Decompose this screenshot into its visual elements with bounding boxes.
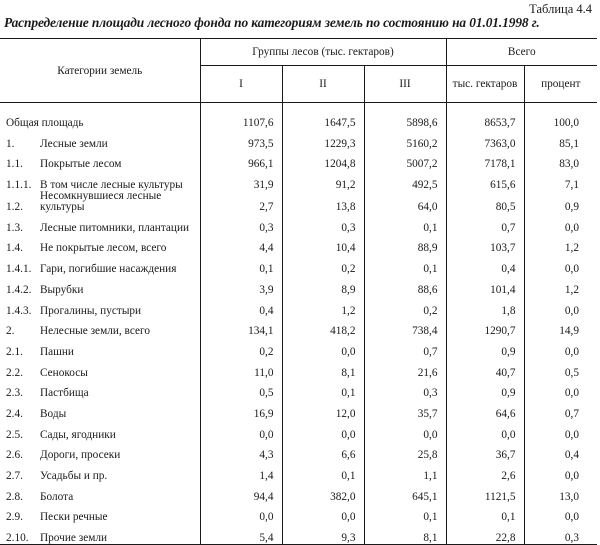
total-value: 0,4 — [446, 254, 524, 275]
category-cell — [0, 441, 200, 462]
group-ii-value: 0,1 — [282, 379, 364, 400]
total-value: 36,7 — [446, 441, 524, 462]
total-value: 7178,1 — [446, 150, 524, 171]
category-code: 1.1.1. — [6, 179, 32, 192]
category-label: В том числе лесные культуры — [40, 179, 183, 192]
category-label: Несомкнувшиеся лесные культуры — [40, 190, 162, 214]
table-row — [0, 461, 597, 482]
group-i-value: 16,9 — [200, 399, 282, 420]
total-value: 2,6 — [446, 461, 524, 482]
group-i-value: 0,3 — [200, 213, 282, 234]
total-value: 0,1 — [446, 503, 524, 524]
category-label: Сады, ягодники — [40, 428, 116, 441]
group-i-value: 0,0 — [200, 503, 282, 524]
group-iii-value: 738,4 — [364, 317, 446, 338]
group-iii-value: 0,1 — [364, 213, 446, 234]
category-code: 1.4.1. — [6, 263, 32, 276]
category-label: Дороги, просеки — [40, 449, 121, 462]
total-value: 22,8 — [446, 523, 524, 544]
total-value: 103,7 — [446, 234, 524, 255]
category-cell — [0, 337, 200, 358]
percent-value: 1,2 — [564, 283, 580, 296]
category-label: Сенокосы — [40, 366, 88, 379]
category-label: Прогалины, пустыри — [40, 304, 142, 317]
total-value: 0,9 — [446, 337, 524, 358]
group-iii-value: 8,1 — [364, 523, 446, 544]
group-iii-value: 21,6 — [364, 358, 446, 379]
group-iii-value: 5160,2 — [364, 129, 446, 150]
table-row — [0, 150, 597, 171]
percent-value: 0,9 — [564, 201, 580, 214]
percent-value: 7,1 — [564, 179, 580, 192]
category-code: 2.2. — [6, 366, 23, 379]
group-iii-value: 0,1 — [364, 254, 446, 275]
percent-value: 85,1 — [559, 137, 580, 150]
group-ii-value: 0,0 — [282, 503, 364, 524]
category-code: 2.9. — [6, 511, 23, 524]
category-label: Пески речные — [40, 511, 108, 524]
table-row — [0, 379, 597, 400]
table-row — [0, 234, 597, 255]
percent-value: 0,4 — [564, 449, 580, 462]
table-row — [0, 317, 597, 338]
table-row — [0, 170, 597, 191]
group-ii-value: 0,2 — [282, 254, 364, 275]
group-iii-value: 645,1 — [364, 482, 446, 503]
category-label: Общая площадь — [6, 117, 84, 129]
percent-value: 0,0 — [564, 470, 580, 482]
category-cell — [0, 234, 200, 255]
group-iii-value: 25,8 — [364, 441, 446, 462]
table-row — [0, 441, 597, 462]
total-value: 40,7 — [446, 358, 524, 379]
table-row — [0, 358, 597, 379]
group-i-value: 1107,6 — [200, 103, 282, 130]
total-value: 64,6 — [446, 399, 524, 420]
percent-value: 0,0 — [564, 428, 580, 441]
table-body — [0, 103, 597, 545]
table-row — [0, 191, 597, 213]
category-label: Болота — [40, 490, 74, 503]
header-categories: Категории земель — [0, 39, 200, 103]
category-cell — [0, 129, 200, 150]
group-iii-value: 5898,6 — [364, 103, 446, 130]
percent-value: 100,0 — [553, 117, 580, 129]
group-i-value: 973,5 — [200, 129, 282, 150]
category-code: 2.3. — [6, 387, 23, 400]
category-code: 1.4.3. — [6, 304, 32, 317]
group-i-value: 0,4 — [200, 296, 282, 317]
group-ii-value: 9,3 — [282, 523, 364, 544]
table-row — [0, 482, 597, 503]
table-row — [0, 523, 597, 544]
group-i-value: 2,7 — [200, 191, 282, 213]
group-iii-value: 0,1 — [364, 503, 446, 524]
category-code: 2.1. — [6, 345, 23, 358]
category-cell — [0, 150, 200, 171]
group-ii-value: 1,2 — [282, 296, 364, 317]
category-code: 1.3. — [6, 221, 23, 234]
category-cell — [0, 503, 200, 524]
group-iii-value: 492,5 — [364, 170, 446, 191]
category-label: Лесные земли — [40, 137, 108, 150]
group-ii-value: 12,0 — [282, 399, 364, 420]
group-i-value: 966,1 — [200, 150, 282, 171]
percent-value: 0,0 — [564, 304, 580, 317]
group-ii-value: 10,4 — [282, 234, 364, 255]
category-code: 2.10. — [6, 532, 29, 545]
header-total: Всего — [446, 39, 597, 66]
category-label: Нелесные земли, всего — [40, 325, 150, 338]
total-value: 0,7 — [446, 213, 524, 234]
group-i-value: 0,5 — [200, 379, 282, 400]
category-code: 1.4.2. — [6, 283, 32, 296]
group-iii-value: 64,0 — [364, 191, 446, 213]
total-value: 101,4 — [446, 275, 524, 296]
category-label: Пашни — [40, 345, 74, 358]
total-value: 1121,5 — [446, 482, 524, 503]
table-row — [0, 296, 597, 317]
category-label: Вырубки — [40, 283, 84, 296]
table-row — [0, 503, 597, 524]
group-i-value: 1,4 — [200, 461, 282, 482]
table-row — [0, 399, 597, 420]
percent-value: 0,0 — [564, 263, 580, 276]
percent-value: 0,0 — [564, 221, 580, 234]
header-thousand-ha: тыс. гектаров — [446, 66, 524, 103]
category-label: Покрытые лесом — [40, 158, 122, 171]
header-group-iii: III — [364, 66, 446, 103]
header-group-ii: II — [282, 66, 364, 103]
total-value: 1290,7 — [446, 317, 524, 338]
category-cell — [0, 399, 200, 420]
percent-value: 0,0 — [564, 387, 580, 400]
percent-value: 13,0 — [559, 490, 580, 503]
group-iii-value: 1,1 — [364, 461, 446, 482]
category-code: 1.1. — [6, 158, 23, 171]
total-value: 8653,7 — [446, 103, 524, 130]
percent-value: 0,3 — [564, 532, 580, 545]
group-i-value: 94,4 — [200, 482, 282, 503]
category-code: 1.2. — [6, 201, 23, 214]
table-row — [0, 275, 597, 296]
group-ii-value: 1647,5 — [282, 103, 364, 130]
group-ii-value: 91,2 — [282, 170, 364, 191]
category-code: 2.7. — [6, 470, 23, 482]
category-cell — [0, 482, 200, 503]
total-value: 615,6 — [446, 170, 524, 191]
category-cell — [0, 461, 200, 482]
group-iii-value: 0,0 — [364, 420, 446, 441]
group-ii-value: 1204,8 — [282, 150, 364, 171]
group-i-value: 134,1 — [200, 317, 282, 338]
category-cell — [0, 379, 200, 400]
percent-value: 14,9 — [559, 325, 580, 338]
table-row — [0, 254, 597, 275]
category-code: 1. — [6, 137, 15, 150]
category-cell — [0, 296, 200, 317]
percent-value: 1,2 — [564, 242, 580, 255]
category-cell — [0, 275, 200, 296]
category-code: 2.6. — [6, 449, 23, 462]
group-ii-value: 13,8 — [282, 191, 364, 213]
category-label: Гари, погибшие насаждения — [40, 263, 177, 276]
group-iii-value: 35,7 — [364, 399, 446, 420]
group-ii-value: 8,1 — [282, 358, 364, 379]
table-row — [0, 213, 597, 234]
category-code: 2.4. — [6, 407, 23, 420]
category-label: Воды — [40, 407, 67, 420]
group-iii-value: 0,2 — [364, 296, 446, 317]
group-ii-value: 0,0 — [282, 337, 364, 358]
category-code: 2. — [6, 325, 15, 338]
group-i-value: 0,1 — [200, 254, 282, 275]
group-i-value: 5,4 — [200, 523, 282, 544]
category-cell — [0, 254, 200, 275]
group-ii-value: 8,9 — [282, 275, 364, 296]
category-label: Не покрытые лесом, всего — [40, 242, 167, 255]
category-cell — [0, 213, 200, 234]
percent-value: 0,0 — [564, 511, 580, 524]
category-cell — [0, 523, 200, 544]
group-iii-value: 0,3 — [364, 379, 446, 400]
category-cell — [0, 317, 200, 338]
group-i-value: 11,0 — [200, 358, 282, 379]
category-code: 1.4. — [6, 242, 23, 255]
total-value: 80,5 — [446, 191, 524, 213]
group-ii-value: 6,6 — [282, 441, 364, 462]
total-value: 0,9 — [446, 379, 524, 400]
group-i-value: 0,2 — [200, 337, 282, 358]
header-groups: Группы лесов (тыс. гектаров) — [200, 39, 446, 66]
table-row — [0, 337, 597, 358]
table-row — [0, 420, 597, 441]
group-ii-value: 382,0 — [282, 482, 364, 503]
table-number: Таблица 4.4 — [529, 2, 592, 16]
header-row-1 — [0, 39, 597, 66]
group-iii-value: 0,7 — [364, 337, 446, 358]
group-ii-value: 0,1 — [282, 461, 364, 482]
table-caption: Распределение площади лесного фонда по категориям земель по состоянию на 01.01.1998 г. — [4, 15, 540, 30]
category-cell — [0, 170, 200, 191]
percent-value: 0,5 — [564, 366, 580, 379]
category-cell — [0, 358, 200, 379]
table-row — [0, 129, 597, 150]
category-cell — [0, 103, 200, 130]
group-ii-value: 418,2 — [282, 317, 364, 338]
header-group-i: I — [200, 66, 282, 103]
category-code: 2.5. — [6, 428, 23, 441]
group-i-value: 31,9 — [200, 170, 282, 191]
total-value: 7363,0 — [446, 129, 524, 150]
category-cell — [0, 191, 200, 213]
group-i-value: 3,9 — [200, 275, 282, 296]
group-iii-value: 88,6 — [364, 275, 446, 296]
percent-value: 0,0 — [564, 345, 580, 358]
total-value: 0,0 — [446, 420, 524, 441]
group-i-value: 4,4 — [200, 234, 282, 255]
category-cell — [0, 420, 200, 441]
category-label: Усадьбы и пр. — [40, 470, 108, 482]
percent-value: 83,0 — [559, 158, 580, 171]
group-i-value: 4,3 — [200, 441, 282, 462]
percent-value: 0,7 — [564, 407, 580, 420]
forest-land-table — [0, 38, 597, 545]
table-row — [0, 103, 597, 130]
category-label: Прочие земли — [40, 532, 108, 545]
total-value: 1,8 — [446, 296, 524, 317]
header-percent: процент — [541, 78, 581, 90]
group-ii-value: 0,3 — [282, 213, 364, 234]
category-label: Лесные питомники, плантации — [40, 221, 190, 234]
group-ii-value: 0,0 — [282, 420, 364, 441]
category-code: 2.8. — [6, 490, 23, 503]
group-i-value: 0,0 — [200, 420, 282, 441]
group-iii-value: 5007,2 — [364, 150, 446, 171]
group-ii-value: 1229,3 — [282, 129, 364, 150]
group-iii-value: 88,9 — [364, 234, 446, 255]
category-label: Пастбища — [40, 387, 89, 400]
